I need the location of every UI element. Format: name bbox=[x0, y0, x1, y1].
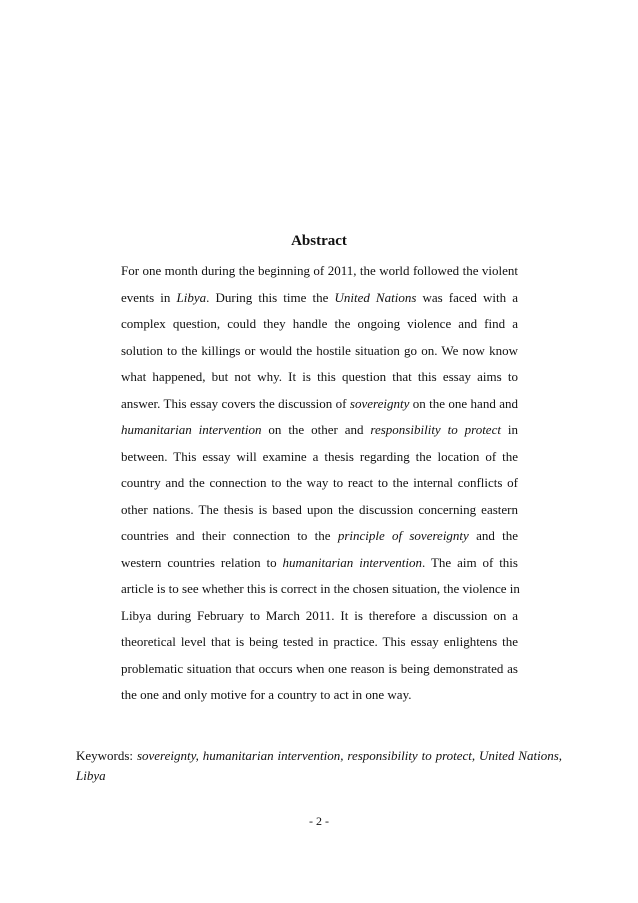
emphasized-term: United Nations bbox=[334, 289, 417, 305]
emphasized-term: humanitarian intervention bbox=[282, 554, 423, 570]
abstract-line bbox=[121, 470, 518, 497]
text-segment: was faced with a bbox=[416, 289, 518, 305]
text-segment: between. This essay will examine a thesis regarding the location of the bbox=[121, 448, 518, 464]
text-segment: theoretical level that is being tested in practice. This essay enlightens the bbox=[121, 634, 518, 649]
abstract-line bbox=[121, 417, 518, 444]
abstract-heading: Abstract bbox=[291, 233, 347, 249]
emphasized-term: Libya bbox=[176, 289, 207, 305]
abstract-body bbox=[121, 258, 518, 709]
emphasized-term: principle of sovereignty bbox=[337, 528, 469, 543]
emphasized-term: responsibility to protect bbox=[370, 422, 501, 437]
text-segment: on the other and bbox=[261, 422, 371, 437]
text-segment: complex question, could they handle the ongoing violence and find a bbox=[121, 316, 518, 331]
text-segment: events in bbox=[121, 289, 177, 305]
abstract-line bbox=[121, 311, 518, 338]
text-segment: other nations. The thesis is based upon the discussion concerning eastern bbox=[121, 501, 518, 517]
text-segment: countries and their connection to the bbox=[121, 528, 338, 543]
abstract-line bbox=[121, 523, 518, 550]
text-segment: country and the connection to the way to react to the internal conflicts of bbox=[121, 475, 518, 490]
abstract-line bbox=[121, 285, 518, 312]
text-segment: Libya during February to March 2011. It is therefore a discussion on a bbox=[121, 607, 518, 623]
abstract-line bbox=[121, 682, 518, 709]
abstract-line bbox=[121, 258, 518, 285]
text-segment: what happened, but not why. It is this question that this essay aims to bbox=[121, 369, 518, 384]
text-segment: . The aim of this bbox=[422, 554, 518, 570]
abstract-line bbox=[121, 656, 518, 683]
abstract-line bbox=[121, 576, 518, 603]
text-segment: Keywords: bbox=[76, 748, 137, 763]
emphasized-term: Libya bbox=[76, 768, 106, 783]
abstract-line bbox=[121, 629, 518, 656]
text-segment: For one month during the beginning of 2011, the world followed the violent bbox=[121, 263, 518, 278]
text-segment: and the bbox=[468, 528, 518, 543]
emphasized-term: sovereignty bbox=[349, 395, 410, 411]
text-segment: article is to see whether this is correct in the chosen situation, the violence in bbox=[121, 581, 520, 596]
text-segment: . During this time the bbox=[206, 289, 335, 305]
text-segment: problematic situation that occurs when one reason is being demonstrated as bbox=[121, 660, 518, 676]
abstract-line bbox=[121, 444, 518, 471]
text-segment: on the one hand and bbox=[409, 395, 518, 411]
abstract-line bbox=[121, 391, 518, 418]
keywords-block bbox=[76, 746, 562, 786]
emphasized-term: sovereignty, humanitarian intervention, responsibility to protect, United Nations, bbox=[136, 748, 563, 763]
text-segment: western countries relation to bbox=[121, 554, 283, 570]
abstract-line bbox=[121, 550, 518, 577]
keywords-line bbox=[76, 746, 562, 766]
abstract-line bbox=[121, 364, 518, 391]
text-segment: solution to the killings or would the hostile situation go on. We now know bbox=[121, 342, 518, 358]
abstract-line bbox=[121, 338, 518, 365]
keywords-line bbox=[76, 766, 562, 786]
abstract-line bbox=[121, 603, 518, 630]
page-number: - 2 - bbox=[309, 814, 329, 828]
emphasized-term: humanitarian intervention bbox=[121, 422, 262, 437]
text-segment: in bbox=[500, 422, 518, 437]
text-segment: the one and only motive for a country to act in one way. bbox=[121, 687, 412, 702]
text-segment: answer. This essay covers the discussion of bbox=[121, 395, 350, 411]
abstract-line bbox=[121, 497, 518, 524]
